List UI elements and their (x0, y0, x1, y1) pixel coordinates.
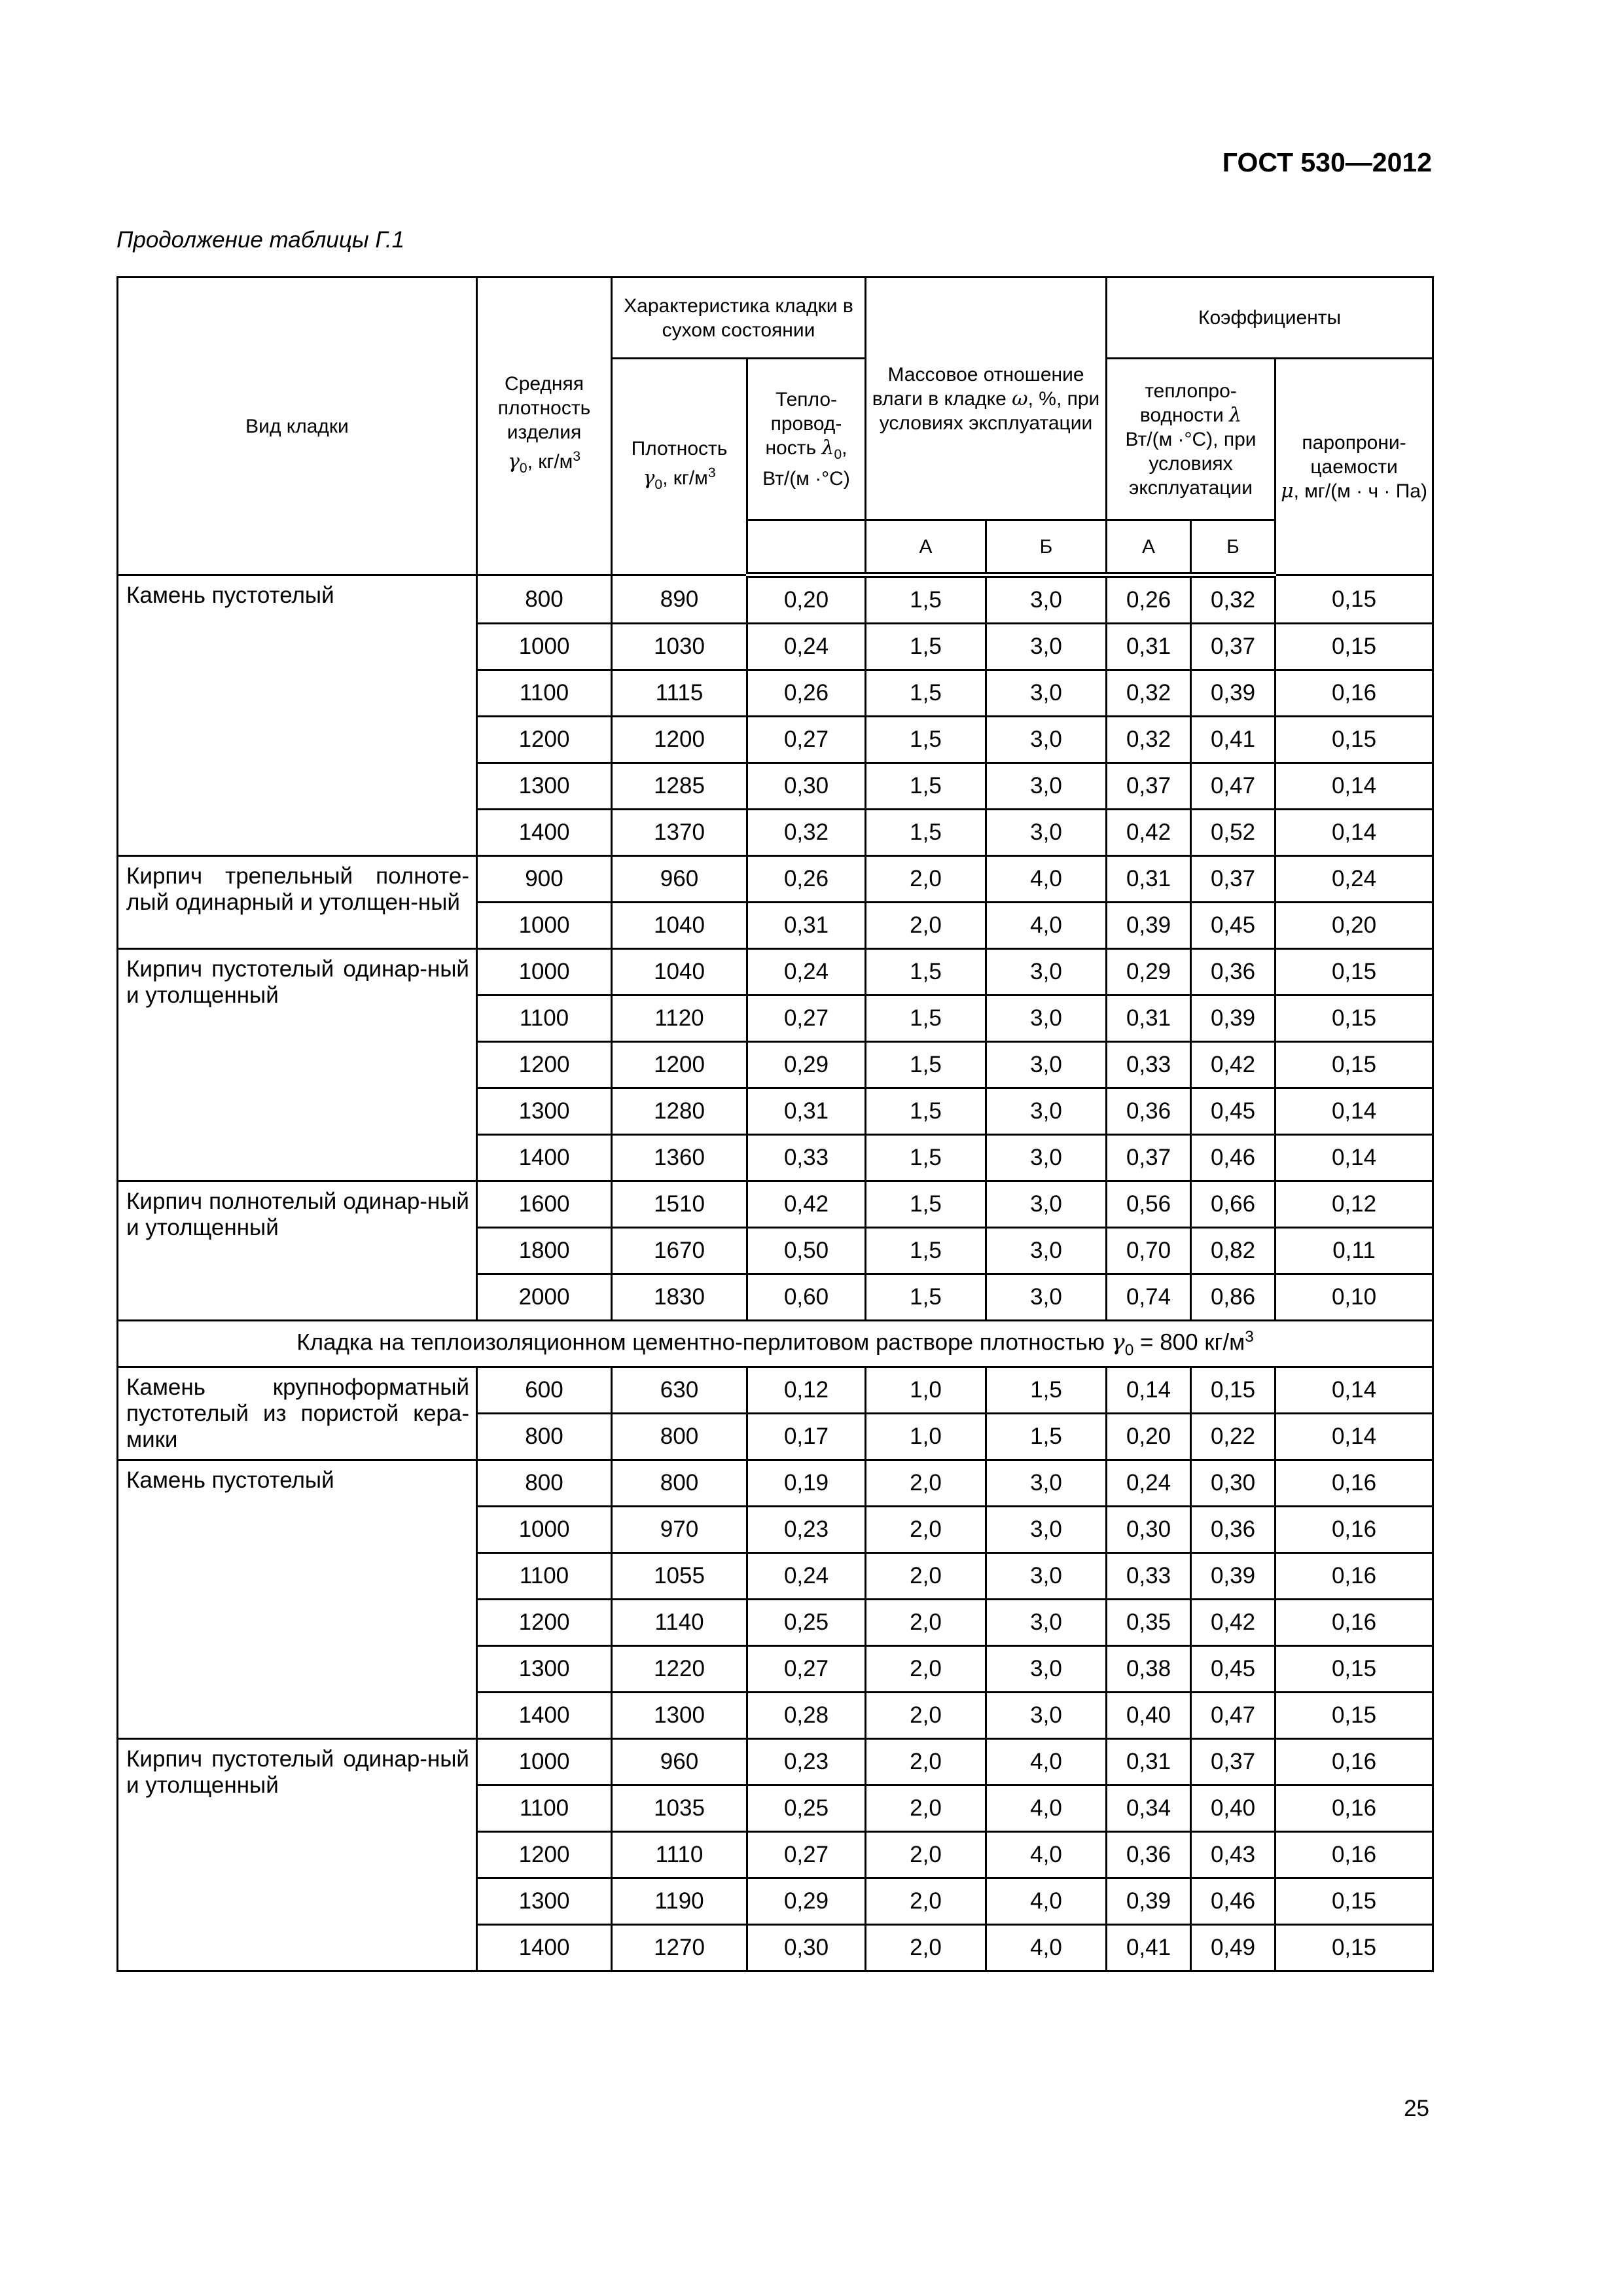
table-cell: 3,0 (986, 717, 1107, 763)
table-cell: 3,0 (986, 1460, 1107, 1507)
table-cell: 1200 (612, 1042, 747, 1088)
masonry-kind-cell: Кирпич полнотелый одинар-ный и утолщенный (118, 1181, 477, 1321)
table-cell: 3,0 (986, 1274, 1107, 1321)
table-cell: 0,16 (1275, 670, 1433, 717)
table-cell: 0,31 (1107, 996, 1191, 1042)
table-cell: 0,31 (1107, 856, 1191, 903)
table-cell: 0,27 (747, 1646, 866, 1693)
table-cell: 0,60 (747, 1274, 866, 1321)
table-cell: 0,20 (1107, 1414, 1191, 1460)
table-cell: 0,16 (1275, 1553, 1433, 1600)
table-cell: 0,34 (1107, 1785, 1191, 1832)
header-conductivity-a: А (1107, 520, 1191, 575)
table-cell: 0,32 (1107, 717, 1191, 763)
table-cell: 0,15 (1275, 1042, 1433, 1088)
table-cell: 3,0 (986, 949, 1107, 996)
table-cell: 3,0 (986, 1181, 1107, 1228)
table-cell: 0,37 (1107, 763, 1191, 810)
header-kind: Вид кладки (118, 278, 477, 575)
table-cell: 0,45 (1191, 1646, 1275, 1693)
table-cell: 0,36 (1191, 1507, 1275, 1553)
table-cell: 1,5 (866, 1181, 986, 1228)
table-cell: 0,14 (1275, 810, 1433, 856)
table-cell: 970 (612, 1507, 747, 1553)
table-cell: 0,15 (1275, 1646, 1433, 1693)
table-cell: 0,36 (1107, 1832, 1191, 1878)
table-cell: 2,0 (866, 1646, 986, 1693)
table-cell: 0,15 (1275, 949, 1433, 996)
table-cell: 0,30 (747, 1925, 866, 1971)
table-cell: 1400 (477, 1135, 612, 1181)
masonry-kind-cell: Кирпич пустотелый одинар-ный и утолщенный (118, 949, 477, 1181)
masonry-kind-cell: Камень пустотелый (118, 1460, 477, 1739)
table-cell: 0,16 (1275, 1832, 1433, 1878)
table-cell: 1220 (612, 1646, 747, 1693)
table-cell: 0,86 (1191, 1274, 1275, 1321)
masonry-kind-cell: Кирпич пустотелый одинар-ный и утолщенный (118, 1739, 477, 1971)
table-cell: 0,28 (747, 1693, 866, 1739)
table-cell: 0,40 (1191, 1785, 1275, 1832)
table-cell: 0,39 (1191, 996, 1275, 1042)
table-cell: 0,66 (1191, 1181, 1275, 1228)
table-cell: 0,74 (1107, 1274, 1191, 1321)
header-dry-conductivity: Тепло-провод-ность $\lambda_0$, Вт/(м ·°С) (747, 359, 866, 520)
header-coefficients-group: Коэффициенты (1107, 278, 1433, 359)
table-cell: 1,5 (986, 1414, 1107, 1460)
table-cell: 1600 (477, 1181, 612, 1228)
table-cell: 1000 (477, 949, 612, 996)
table-cell: 0,31 (747, 903, 866, 949)
table-cell: 1110 (612, 1832, 747, 1878)
table-cell: 3,0 (986, 1693, 1107, 1739)
table-cell: 0,33 (747, 1135, 866, 1181)
table-cell: 2,0 (866, 1785, 986, 1832)
table-cell: 0,42 (747, 1181, 866, 1228)
table-cell: 0,32 (747, 810, 866, 856)
table-cell: 1280 (612, 1088, 747, 1135)
table-cell: 1,5 (866, 575, 986, 624)
table-cell: 0,17 (747, 1414, 866, 1460)
table-row (118, 1367, 1433, 1414)
table-row (118, 856, 1433, 903)
table-cell: 0,38 (1107, 1646, 1191, 1693)
table-cell: 1200 (477, 717, 612, 763)
table-cell: 1115 (612, 670, 747, 717)
table-cell: 0,24 (747, 949, 866, 996)
table-cell: 1300 (477, 1646, 612, 1693)
table-cell: 1,5 (866, 1274, 986, 1321)
table-cell: 0,42 (1191, 1042, 1275, 1088)
table-cell: 800 (612, 1414, 747, 1460)
table-cell: 0,16 (1275, 1460, 1433, 1507)
header-dry-conductivity-spacer (747, 520, 866, 575)
table-cell: 2,0 (866, 1878, 986, 1925)
table-cell: 0,40 (1107, 1693, 1191, 1739)
table-cell: 3,0 (986, 1507, 1107, 1553)
table-cell: 0,14 (1275, 1414, 1433, 1460)
table-cell: 0,20 (747, 575, 866, 624)
table-cell: 4,0 (986, 1739, 1107, 1785)
table-cell: 0,52 (1191, 810, 1275, 856)
table-cell: 3,0 (986, 1646, 1107, 1693)
table-cell: 1,0 (866, 1367, 986, 1414)
table-row (118, 1181, 1433, 1228)
table-cell: 0,41 (1191, 717, 1275, 763)
table-cell: 4,0 (986, 1925, 1107, 1971)
table-cell: 0,32 (1191, 575, 1275, 624)
table-cell: 1300 (477, 763, 612, 810)
table-cell: 0,16 (1275, 1739, 1433, 1785)
table-row (118, 1739, 1433, 1785)
masonry-kind-cell: Камень крупноформатный пустотелый из пористой кера-мики (118, 1367, 477, 1460)
table-cell: 0,37 (1107, 1135, 1191, 1181)
table-cell: 0,82 (1191, 1228, 1275, 1274)
table-cell: 800 (477, 1414, 612, 1460)
table-cell: 1100 (477, 670, 612, 717)
table-cell: 0,37 (1191, 624, 1275, 670)
table-cell: 0,10 (1275, 1274, 1433, 1321)
document-code: ГОСТ 530—2012 (1222, 147, 1432, 177)
table-cell: 0,25 (747, 1785, 866, 1832)
table-cell: 0,42 (1107, 810, 1191, 856)
header-moisture: Массовое отношение влаги в кладке ω, %, при условиях эксплуатации (866, 278, 1107, 520)
table-cell: 2,0 (866, 1507, 986, 1553)
table-cell: 3,0 (986, 670, 1107, 717)
table-cell: 0,16 (1275, 1507, 1433, 1553)
header-average-density: Средняя плотность изделия $\gamma_0$, $кг/м^3$ (477, 278, 612, 575)
table-cell: 0,24 (747, 624, 866, 670)
table-cell: 0,23 (747, 1739, 866, 1785)
table-cell: 1120 (612, 996, 747, 1042)
table-cell: 1055 (612, 1553, 747, 1600)
table-cell: 0,35 (1107, 1600, 1191, 1646)
table-cell: 4,0 (986, 1878, 1107, 1925)
table-cell: 1190 (612, 1878, 747, 1925)
table-cell: 1270 (612, 1925, 747, 1971)
table-cell: 0,39 (1107, 903, 1191, 949)
table-cell: 3,0 (986, 810, 1107, 856)
table-cell: 0,41 (1107, 1925, 1191, 1971)
table-cell: 1400 (477, 1693, 612, 1739)
table-cell: 0,14 (1107, 1367, 1191, 1414)
table-cell: 2,0 (866, 1739, 986, 1785)
table-cell: 0,45 (1191, 903, 1275, 949)
header-dry-density: Плотность $\gamma_0$, $кг/м^3$ (612, 359, 747, 575)
table-cell: 600 (477, 1367, 612, 1414)
table-row (118, 949, 1433, 996)
table-cell: 0,15 (1275, 717, 1433, 763)
page-number: 25 (1404, 2096, 1429, 2121)
table-cell: 0,12 (1275, 1181, 1433, 1228)
table-cell: 890 (612, 575, 747, 624)
table-cell: 1200 (612, 717, 747, 763)
table-cell: 0,33 (1107, 1042, 1191, 1088)
table-cell: 800 (477, 1460, 612, 1507)
table-cell: 1200 (477, 1042, 612, 1088)
table-cell: 0,15 (1275, 1878, 1433, 1925)
table-cell: 0,30 (1191, 1460, 1275, 1507)
table-cell: 0,26 (1107, 575, 1191, 624)
table-cell: 0,24 (747, 1553, 866, 1600)
table-cell: 0,36 (1107, 1088, 1191, 1135)
table-cell: 0,36 (1191, 949, 1275, 996)
table-cell: 1300 (477, 1088, 612, 1135)
header-moisture-b: Б (986, 520, 1107, 575)
table-cell: 0,14 (1275, 763, 1433, 810)
table-cell: 1,5 (866, 670, 986, 717)
table-cell: 1030 (612, 624, 747, 670)
table-cell: 1100 (477, 1553, 612, 1600)
table-caption: Продолжение таблицы Г.1 (116, 227, 405, 253)
table-cell: 0,29 (747, 1878, 866, 1925)
table-cell: 0,12 (747, 1367, 866, 1414)
table-cell: 2,0 (866, 1460, 986, 1507)
table-cell: 0,19 (747, 1460, 866, 1507)
table-cell: 0,15 (1275, 1925, 1433, 1971)
table-cell: 3,0 (986, 763, 1107, 810)
table-cell: 1,5 (866, 624, 986, 670)
table-cell: 3,0 (986, 1553, 1107, 1600)
table-cell: 0,30 (1107, 1507, 1191, 1553)
table-cell: 0,25 (747, 1600, 866, 1646)
table-cell: 1360 (612, 1135, 747, 1181)
table-cell: 0,24 (1275, 856, 1433, 903)
table-cell: 1,5 (866, 1228, 986, 1274)
table-cell: 0,47 (1191, 1693, 1275, 1739)
table-cell: 1040 (612, 903, 747, 949)
table-row (118, 575, 1433, 624)
table-cell: 960 (612, 856, 747, 903)
table-cell: 0,23 (747, 1507, 866, 1553)
table-cell: 0,22 (1191, 1414, 1275, 1460)
table-cell: 3,0 (986, 575, 1107, 624)
table-cell: 0,20 (1275, 903, 1433, 949)
table-cell: 0,32 (1107, 670, 1191, 717)
table-cell: 0,39 (1191, 1553, 1275, 1600)
header-moisture-a: А (866, 520, 986, 575)
thermal-properties-table (116, 276, 1434, 1972)
section-title: Кладка на теплоизоляционном цементно-перлитовом растворе плотностью $\gamma_0 = 800$ $кг/м^3$ (118, 1321, 1433, 1367)
table-cell: 2,0 (866, 1925, 986, 1971)
table-cell: 1800 (477, 1228, 612, 1274)
table-cell: 1000 (477, 903, 612, 949)
table-cell: 1,5 (866, 1042, 986, 1088)
table-cell: 960 (612, 1739, 747, 1785)
table-cell: 1,5 (866, 996, 986, 1042)
table-cell: 0,27 (747, 717, 866, 763)
table-cell: 0,49 (1191, 1925, 1275, 1971)
table-cell: 1,5 (866, 1135, 986, 1181)
table-cell: 0,27 (747, 1832, 866, 1878)
masonry-kind-cell: Кирпич трепельный полноте-лый одинарный и утолщен-ный (118, 856, 477, 949)
table-cell: 0,27 (747, 996, 866, 1042)
table-cell: 0,43 (1191, 1832, 1275, 1878)
table-cell: 0,46 (1191, 1135, 1275, 1181)
table-cell: 2,0 (866, 903, 986, 949)
table-cell: 1,5 (986, 1367, 1107, 1414)
table-cell: 1,5 (866, 1088, 986, 1135)
table-cell: 1100 (477, 1785, 612, 1832)
table-cell: 0,37 (1191, 856, 1275, 903)
table-cell: 1035 (612, 1785, 747, 1832)
table-header (118, 278, 1433, 575)
table-cell: 0,26 (747, 856, 866, 903)
table-cell: 0,45 (1191, 1088, 1275, 1135)
table-cell: 0,11 (1275, 1228, 1433, 1274)
table-cell: 0,39 (1191, 670, 1275, 717)
table-cell: 2,0 (866, 856, 986, 903)
table-cell: 1000 (477, 1739, 612, 1785)
table-cell: 3,0 (986, 624, 1107, 670)
table-cell: 1300 (612, 1693, 747, 1739)
table-cell: 1000 (477, 1507, 612, 1553)
table-cell: 3,0 (986, 1135, 1107, 1181)
header-dry-group: Характеристика кладки в сухом состоянии (612, 278, 866, 359)
table-cell: 0,15 (1275, 1693, 1433, 1739)
table-cell: 0,16 (1275, 1600, 1433, 1646)
header-vapor-permeability: паропрони-цаемости μ, мг/(м · ч · Па) (1275, 359, 1433, 575)
table-cell: 1400 (477, 810, 612, 856)
table-cell: 1000 (477, 624, 612, 670)
table-cell: 3,0 (986, 1042, 1107, 1088)
table-cell: 0,37 (1191, 1739, 1275, 1785)
table-cell: 3,0 (986, 1088, 1107, 1135)
table-cell: 4,0 (986, 1832, 1107, 1878)
table-cell: 0,30 (747, 763, 866, 810)
table-cell: 0,39 (1107, 1878, 1191, 1925)
table-cell: 1,5 (866, 810, 986, 856)
table-cell: 0,33 (1107, 1553, 1191, 1600)
masonry-kind-cell: Камень пустотелый (118, 575, 477, 856)
table-cell: 2,0 (866, 1693, 986, 1739)
table-cell: 0,47 (1191, 763, 1275, 810)
table-cell: 0,31 (747, 1088, 866, 1135)
table-cell: 0,29 (1107, 949, 1191, 996)
table-cell: 0,46 (1191, 1878, 1275, 1925)
table-cell: 0,70 (1107, 1228, 1191, 1274)
table-cell: 0,15 (1275, 996, 1433, 1042)
table-cell: 1510 (612, 1181, 747, 1228)
table-cell: 0,56 (1107, 1181, 1191, 1228)
table-cell: 900 (477, 856, 612, 903)
table-cell: 3,0 (986, 1600, 1107, 1646)
table-cell: 800 (477, 575, 612, 624)
table-cell: 2,0 (866, 1832, 986, 1878)
table-cell: 1400 (477, 1925, 612, 1971)
table-cell: 0,31 (1107, 1739, 1191, 1785)
table-body (118, 575, 1433, 1971)
table-cell: 1670 (612, 1228, 747, 1274)
table-cell: 0,29 (747, 1042, 866, 1088)
table-cell: 0,15 (1275, 624, 1433, 670)
table-cell: 0,42 (1191, 1600, 1275, 1646)
section-row (118, 1321, 1433, 1367)
table-cell: 0,31 (1107, 624, 1191, 670)
header-conductivity: теплопро-водности λ Вт/(м ·°С), при условиях эксплуатации (1107, 359, 1275, 520)
table-cell: 1,5 (866, 949, 986, 996)
table-cell: 1200 (477, 1832, 612, 1878)
table-cell: 0,26 (747, 670, 866, 717)
table-cell: 1830 (612, 1274, 747, 1321)
table-cell: 0,14 (1275, 1135, 1433, 1181)
table-row (118, 1460, 1433, 1507)
table-cell: 1300 (477, 1878, 612, 1925)
table-cell: 0,24 (1107, 1460, 1191, 1507)
table-cell: 1285 (612, 763, 747, 810)
table-cell: 1,0 (866, 1414, 986, 1460)
table-cell: 3,0 (986, 1228, 1107, 1274)
header-conductivity-b: Б (1191, 520, 1275, 575)
table-cell: 2,0 (866, 1553, 986, 1600)
table-cell: 4,0 (986, 856, 1107, 903)
table-cell: 800 (612, 1460, 747, 1507)
table-cell: 1370 (612, 810, 747, 856)
table-cell: 1040 (612, 949, 747, 996)
table-cell: 0,15 (1191, 1367, 1275, 1414)
table-cell: 1,5 (866, 763, 986, 810)
table-cell: 1140 (612, 1600, 747, 1646)
table-cell: 630 (612, 1367, 747, 1414)
table-cell: 3,0 (986, 996, 1107, 1042)
table-cell: 0,14 (1275, 1088, 1433, 1135)
table-cell: 1200 (477, 1600, 612, 1646)
table-cell: 0,14 (1275, 1367, 1433, 1414)
table-cell: 1100 (477, 996, 612, 1042)
table-cell: 2000 (477, 1274, 612, 1321)
table-cell: 0,16 (1275, 1785, 1433, 1832)
table-cell: 1,5 (866, 717, 986, 763)
table-cell: 4,0 (986, 903, 1107, 949)
table-cell: 0,50 (747, 1228, 866, 1274)
table-cell: 4,0 (986, 1785, 1107, 1832)
table-cell: 0,15 (1275, 575, 1433, 624)
table-cell: 2,0 (866, 1600, 986, 1646)
